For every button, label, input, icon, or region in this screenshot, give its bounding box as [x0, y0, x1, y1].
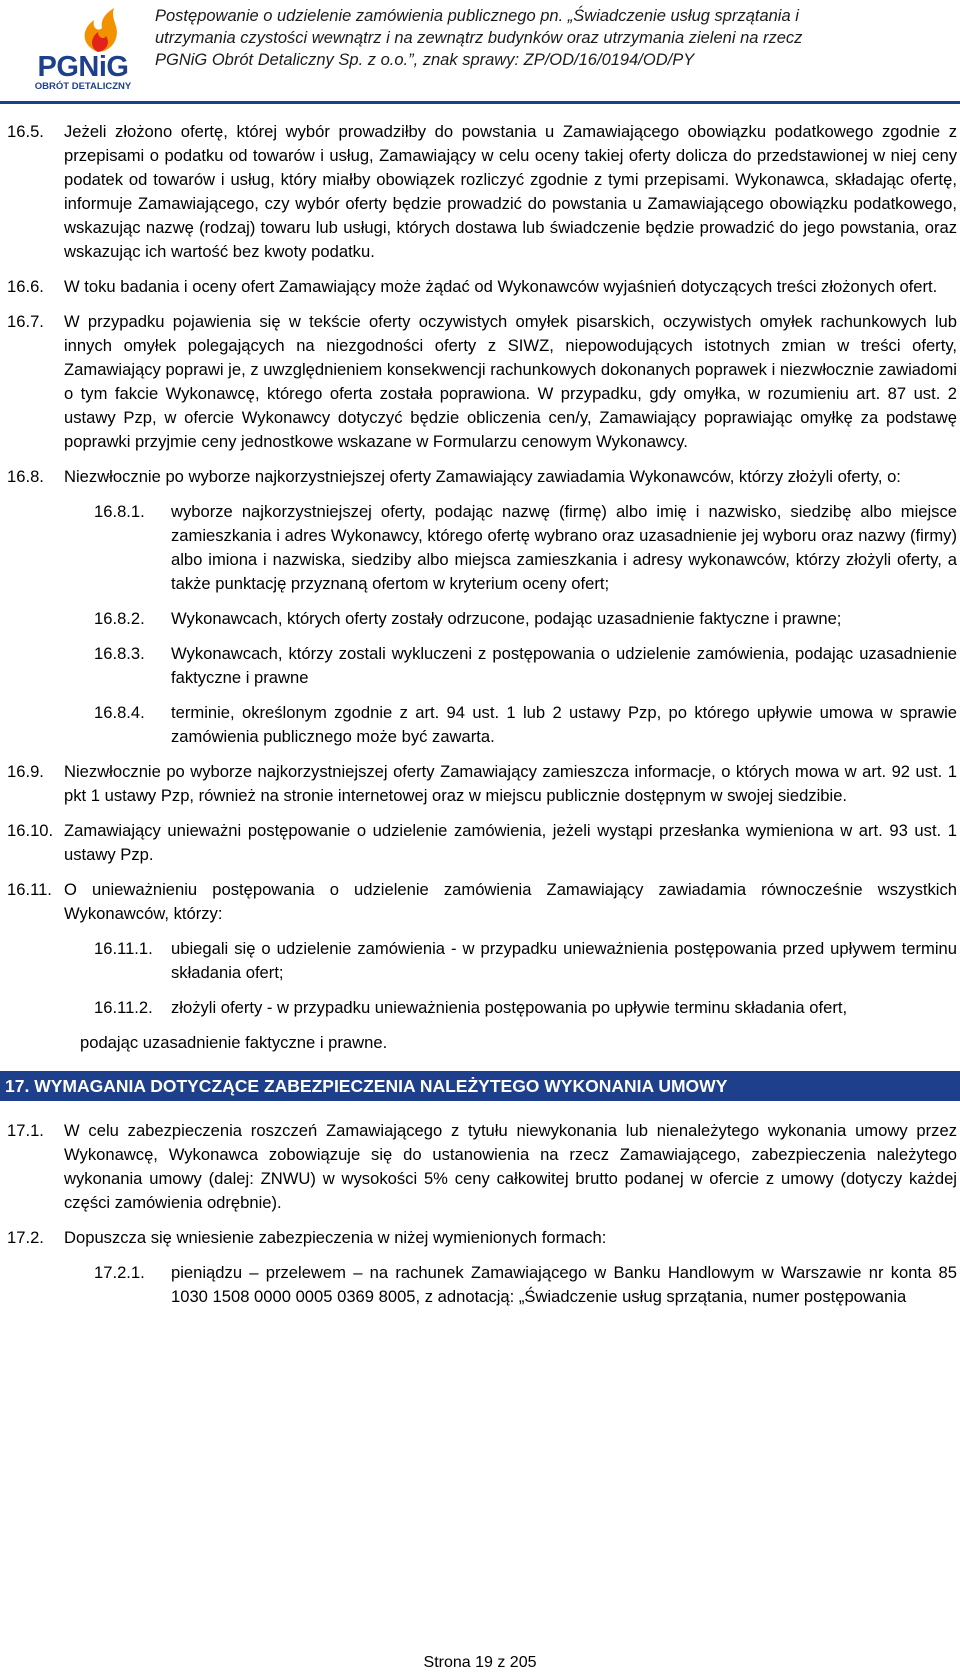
header-line: utrzymania czystości wewnątrz i na zewnątrz budynków oraz utrzymania zieleni na rzecz: [155, 29, 803, 47]
subparagraph-17-2-1: [94, 1261, 957, 1309]
subparagraph-number: 16.11.1.: [94, 939, 153, 958]
paragraph-16-6: [7, 275, 957, 299]
paragraph-number: 16.8.: [7, 467, 44, 486]
page-number: Strona 19 z 205: [423, 1654, 537, 1671]
paragraph-text: W celu zabezpieczenia roszczeń Zamawiającego z tytułu niewykonania lub nienależytego wykonania umowy przez Wykonawcę, Wykonawca zobowiązuje się do ustanowienia na rzecz Zamawiającego, zabezpieczenia należytego wykonania umowy (dalej: ZNWU) w wysokości 5% ceny całkowitej brutto podanej w ofercie z umowy (dotyczy każdej części zamówienia odrębnie).: [64, 1121, 957, 1212]
page-header: [0, 0, 960, 101]
subparagraph-number: 16.8.2.: [94, 609, 145, 628]
paragraph-number: 16.5.: [7, 122, 44, 141]
paragraph-number: 16.11.: [7, 880, 52, 899]
subparagraph-text: terminie, określonym zgodnie z art. 94 ust. 1 lub 2 ustawy Pzp, po którego upływie umowa w sprawie zamówienia publicznego może być zawarta.: [171, 703, 957, 746]
paragraph-16-10: [7, 819, 957, 867]
document-body: [7, 120, 957, 1320]
paragraph-number: 17.2.: [7, 1228, 44, 1247]
paragraph-number: 16.9.: [7, 762, 44, 781]
flame-icon: [68, 6, 128, 54]
subparagraph-16-8-1: [94, 500, 957, 596]
subparagraph-number: 17.2.1.: [94, 1263, 145, 1282]
paragraph-17-2: [7, 1226, 957, 1250]
subparagraph-16-11-1: [94, 937, 957, 985]
paragraph-text: W toku badania i oceny ofert Zamawiający może żądać od Wykonawców wyjaśnień dotyczących treści złożonych ofert.: [64, 277, 938, 296]
closing-text: podając uzasadnienie faktyczne i prawne.: [80, 1033, 388, 1052]
header-line: Postępowanie o udzielenie zamówienia publicznego pn. „Świadczenie usług sprzątania i: [155, 7, 799, 25]
header-divider: [0, 101, 960, 104]
subparagraph-16-11-2: [94, 996, 957, 1020]
logo-text: PGNiG: [37, 51, 129, 83]
section-heading-17: [0, 1071, 960, 1101]
paragraph-16-9: [7, 760, 957, 808]
paragraph-text: O unieważnieniu postępowania o udzielenie zamówienia Zamawiający zawiadamia równocześnie wszystkich Wykonawców, którzy:: [64, 880, 957, 923]
subparagraph-text: złożyli oferty - w przypadku unieważnienia postępowania po upływie terminu składania ofert,: [171, 998, 848, 1017]
paragraph-number: 16.7.: [7, 312, 44, 331]
paragraph-16-8: [7, 465, 957, 489]
pgnig-logo: [28, 4, 138, 90]
subparagraph-16-8-2: [94, 607, 957, 631]
subparagraph-number: 16.8.4.: [94, 703, 145, 722]
subparagraph-16-8-4: [94, 701, 957, 749]
paragraph-number: 16.10.: [7, 821, 54, 840]
subparagraph-text: pieniądzu – przelewem – na rachunek Zamawiającego w Banku Handlowym w Warszawie nr konta 85 1030 1508 0000 0005 0369 8005, z adnotacją: „Świadczenie usług sprzątania, numer postępowania: [171, 1263, 957, 1306]
header-line: PGNiG Obrót Detaliczny Sp. z o.o.”, znak sprawy: ZP/OD/16/0194/OD/PY: [155, 51, 695, 69]
paragraph-16-7: [7, 310, 957, 454]
paragraph-number: 17.1.: [7, 1121, 44, 1140]
subparagraph-number: 16.8.3.: [94, 644, 145, 663]
subparagraph-number: 16.8.1.: [94, 502, 145, 521]
subparagraph-text: ubiegali się o udzielenie zamówienia - w przypadku unieważnienia postępowania przed upływem terminu składania ofert;: [171, 939, 957, 982]
paragraph-text: Jeżeli złożono ofertę, której wybór prowadziłby do powstania u Zamawiającego obowiązku podatkowego zgodnie z przepisami o podatku od towarów i usług, Zamawiający w celu oceny takiej oferty dolicza do przedstawionej w niej ceny podatek od towarów i usług, który miałby obowiązek rozliczyć zgodnie z tymi przepisami. Wykonawca, składając ofertę, informuje Zamawiającego, czy wybór oferty będzie prowadzić do powstania u Zamawiającego obowiązku podatkowego, wskazując nazwę (rodzaj) towaru lub usługi, których dostawa lub świadczenie będzie prowadzić do jego powstania, oraz wskazując ich wartość bez kwoty podatku.: [64, 122, 957, 261]
section-heading-text: 17. WYMAGANIA DOTYCZĄCE ZABEZPIECZENIA NALEŻYTEGO WYKONANIA UMOWY: [5, 1076, 728, 1096]
header-title: [155, 5, 945, 71]
paragraph-text: Niezwłocznie po wyborze najkorzystniejszej oferty Zamawiający zawiadamia Wykonawców, którzy złożyli oferty, o:: [64, 467, 901, 486]
paragraph-number: 16.6.: [7, 277, 44, 296]
subparagraph-text: Wykonawcach, którzy zostali wykluczeni z postępowania o udzielenie zamówienia, podając uzasadnienie faktyczne i prawne: [171, 644, 957, 687]
subparagraph-16-8-3: [94, 642, 957, 690]
paragraph-16-11: [7, 878, 957, 926]
paragraph-text: Niezwłocznie po wyborze najkorzystniejszej oferty Zamawiający zamieszcza informacje, o których mowa w art. 92 ust. 1 pkt 1 ustawy Pzp, również na stronie internetowej oraz w miejscu publicznie dostępnym w swojej siedzibie.: [64, 762, 957, 805]
paragraph-text: W przypadku pojawienia się w tekście oferty oczywistych omyłek pisarskich, oczywistych omyłek rachunkowych lub innych omyłek polegających na niezgodności oferty z SIWZ, niepowodujących istotnych zmian w treści oferty, Zamawiający poprawi je, z uwzględnieniem konsekwencji rachunkowych dokonanych poprawek i niezwłocznie zawiadomi o tym fakcie Wykonawcę, którego oferta została poprawiona. W przypadku, gdy omyłka, w rozumieniu art. 87 ust. 2 ustawy Pzp, w ofercie Wykonawcy dotyczyć będzie obliczenia cen/y, Zamawiający poprawiając omyłkę za podstawę poprawki przyjmie ceny jednostkowe wskazane w Formularzu cenowym Wykonawcy.: [64, 312, 957, 451]
subparagraph-number: 16.11.2.: [94, 998, 153, 1017]
subparagraph-text: wyborze najkorzystniejszej oferty, podając nazwę (firmę) albo imię i nazwisko, siedzibę albo miejsce zamieszkania i adres Wykonawcy, którego ofertę wybrano oraz uzasadnienie jej wyboru oraz nazwy (firmy) albo imiona i nazwiska, siedziby albo miejsca zamieszkania i adresy wykonawców, którzy złożyli oferty, a także punktację przyznaną ofertom w kryterium oceny ofert;: [171, 502, 957, 593]
paragraph-17-1: [7, 1119, 957, 1215]
subparagraph-text: Wykonawcach, których oferty zostały odrzucone, podając uzasadnienie faktyczne i prawne;: [171, 609, 842, 628]
paragraph-text: Dopuszcza się wniesienie zabezpieczenia w niżej wymienionych formach:: [64, 1228, 607, 1247]
paragraph-text: Zamawiający unieważni postępowanie o udzielenie zamówienia, jeżeli wystąpi przesłanka wymieniona w art. 93 ust. 1 ustawy Pzp.: [64, 821, 957, 864]
logo-subtext: OBRÓT DETALICZNY: [34, 81, 132, 92]
paragraph-16-5: [7, 120, 957, 264]
